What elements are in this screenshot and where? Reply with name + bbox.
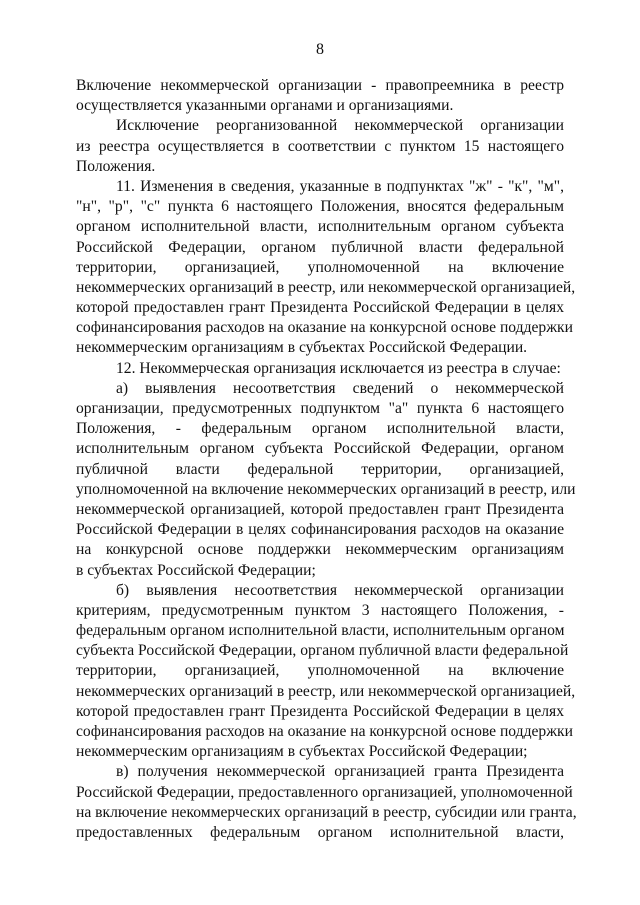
body-text (76, 76, 577, 843)
text-line: Положения, - федеральным органом исполнительной власти, (76, 420, 564, 438)
text-line: в субъектах Российской Федерации; (76, 561, 316, 579)
text-line: некоммерческим организациям в субъектах Российской Федерации; (76, 743, 528, 761)
text-line: некоммерческих организаций в реестр, или некоммерческой организацией, (76, 278, 576, 296)
text-line: из реестра осуществляется в соответствии с пунктом 15 настоящего (76, 137, 564, 155)
text-line: Исключение реорганизованной некоммерческой организации (116, 117, 564, 135)
text-line: Включение некоммерческой организации - правопреемника в реестр (76, 77, 564, 94)
text-line: осуществляется указанными органами и организациями. (76, 97, 454, 115)
text-line: исполнительным органом субъекта Российской Федерации, органом (76, 440, 564, 458)
text-line: территории, организацией, уполномоченной на включение (76, 662, 564, 680)
text-line: а) выявления несоответствия сведений о некоммерческой (116, 379, 564, 397)
text-line: софинансирования расходов на оказание на конкурсной основе поддержки (76, 319, 573, 337)
text-line: софинансирования расходов на оказание на конкурсной основе поддержки (76, 723, 573, 740)
text-line: некоммерческой организацией, которой предоставлен грант Президента (76, 500, 564, 518)
text-line: Положения. (76, 157, 156, 175)
text-line: органом исполнительной власти, исполнительным органом субъекта (76, 218, 564, 236)
text-line: Российской Федерации, предоставленного организацией, уполномоченной (76, 783, 573, 801)
text-line: предоставленных федеральным органом исполнительной власти, (76, 823, 564, 841)
text-line: критериям, предусмотренным пунктом 3 настоящего Положения, - (76, 601, 564, 619)
text-line: уполномоченной на включение некоммерческих организаций в реестр, или (76, 480, 576, 498)
text-line: некоммерческим организациям в субъектах Российской Федерации. (76, 339, 528, 357)
text-line: Российской Федерации в целях софинансирования расходов на оказание (76, 521, 564, 539)
text-line: в) получения некоммерческой организацией гранта Президента (116, 763, 564, 781)
text-line: 11. Изменения в сведения, указанные в подпунктах "ж" - "к", "м", (116, 177, 564, 195)
page-number: 8 (316, 41, 324, 58)
text-line: на конкурсной основе поддержки некоммерческим организациям (76, 541, 564, 559)
text-line: публичной власти федеральной территории, организацией, (76, 460, 564, 478)
text-line: которой предоставлен грант Президента Российской Федерации в целях (76, 299, 564, 317)
text-line: федеральным органом исполнительной власти, исполнительным органом (76, 622, 565, 640)
text-line: организации, предусмотренных подпунктом "а" пункта 6 настоящего (76, 400, 564, 417)
text-line: "н", "р", "с" пункта 6 настоящего Положения, вносятся федеральным (76, 198, 564, 216)
text-line: некоммерческих организаций в реестр, или некоммерческой организацией, (76, 682, 576, 700)
text-line: на включение некоммерческих организаций в реестр, субсидии или гранта, (76, 803, 577, 821)
text-line: б) выявления несоответствия некоммерческой организации (116, 581, 564, 599)
text-line: Российской Федерации, органом публичной власти федеральной (76, 238, 564, 256)
text-line: которой предоставлен грант Президента Российской Федерации в целях (76, 702, 564, 720)
text-line: 12. Некоммерческая организация исключается из реестра в случае: (116, 359, 561, 377)
text-line: территории, организацией, уполномоченной на включение (76, 258, 564, 276)
text-line: субъекта Российской Федерации, органом публичной власти федеральной (76, 642, 569, 660)
